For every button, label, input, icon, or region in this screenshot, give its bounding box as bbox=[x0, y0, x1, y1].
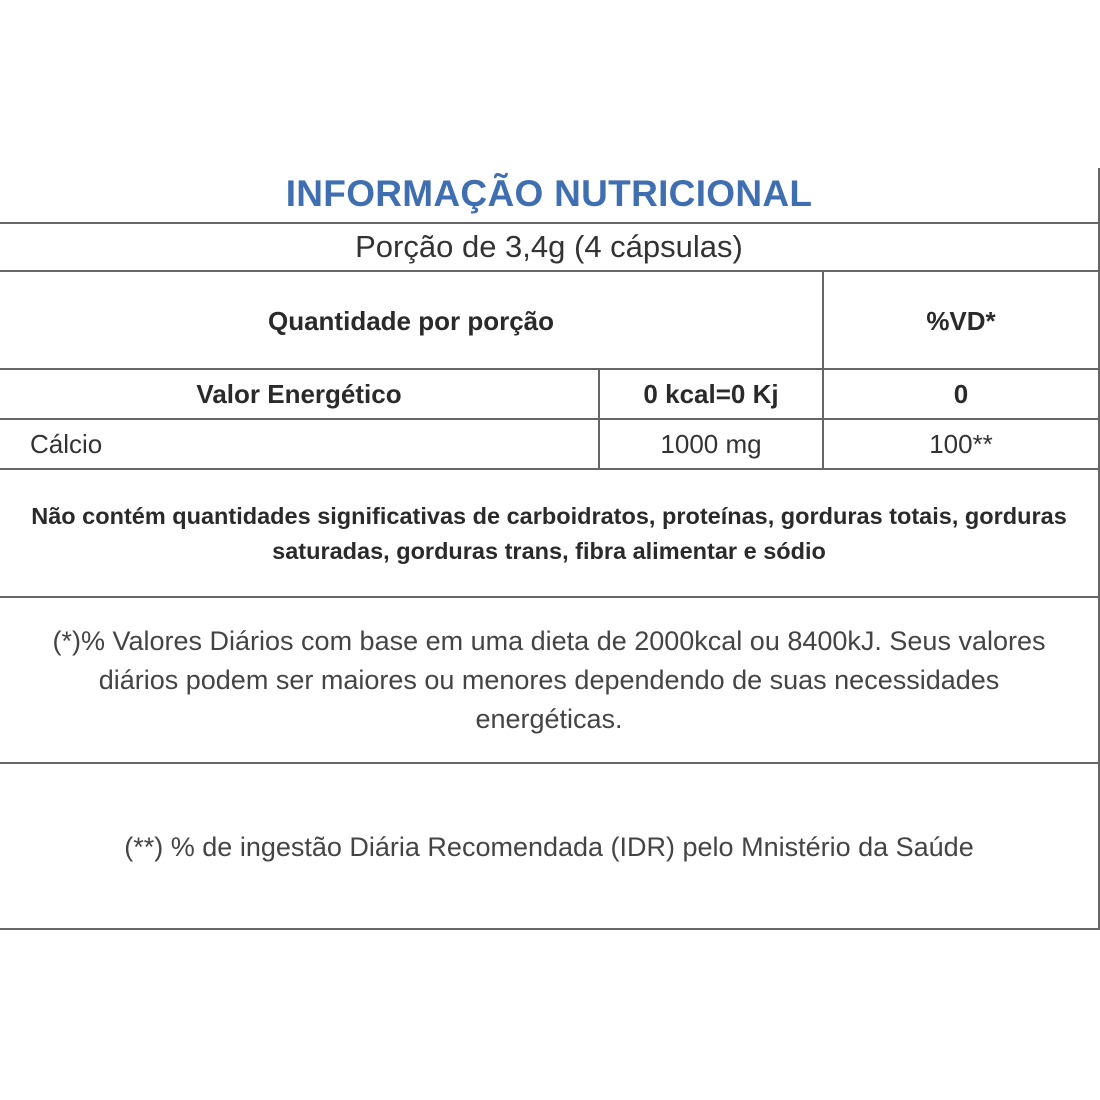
divider bbox=[0, 596, 1098, 598]
calcium-dv: 100** bbox=[929, 428, 993, 459]
energy-amount: 0 kcal=0 Kj bbox=[643, 378, 779, 409]
calcium-name: Cálcio bbox=[30, 428, 103, 459]
column-divider bbox=[822, 272, 824, 470]
portion-size: Porção de 3,4g (4 cápsulas) bbox=[0, 224, 1098, 272]
divider bbox=[0, 762, 1098, 764]
daily-value-footnote: (*)% Valores Diários com base em uma dieta de 2000kcal ou 8400kJ. Seus valores diários podem ser maiores ou menores dependendo de suas necessidades energéticas. bbox=[52, 626, 1046, 734]
amount-per-portion-header: Quantidade por porção bbox=[267, 305, 555, 336]
energy-name: Valor Energético bbox=[196, 378, 402, 409]
column-divider bbox=[598, 370, 600, 470]
divider bbox=[0, 468, 1098, 470]
energy-dv: 0 bbox=[953, 378, 969, 409]
calcium-amount: 1000 mg bbox=[660, 428, 762, 459]
daily-value-header: %VD* bbox=[926, 305, 996, 336]
idr-footnote: (**) % de ingestão Diária Recomendada (IDR) pelo Mnistério da Saúde bbox=[124, 832, 974, 862]
nutrition-facts-table bbox=[0, 168, 1100, 930]
table-title: INFORMAÇÃO NUTRICIONAL bbox=[0, 168, 1098, 224]
nutrient-notice: Não contém quantidades significativas de carboidratos, proteínas, gorduras totais, gorduras saturadas, gorduras trans, fibra alimentar e sódio bbox=[31, 503, 1067, 564]
